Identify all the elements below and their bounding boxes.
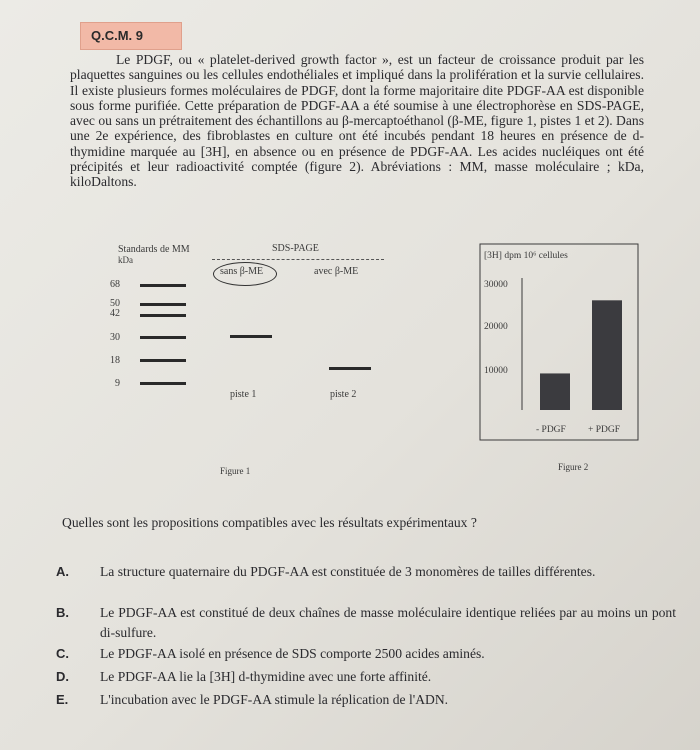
option-c-letter: C. — [56, 646, 69, 661]
lane2-name: piste 2 — [330, 389, 357, 400]
tick-label-10000: 10000 — [484, 366, 508, 376]
bar-plus-pdgf — [592, 300, 622, 410]
sds-page-label: SDS-PAGE — [272, 243, 319, 254]
standards-label: Standards de MM — [118, 244, 190, 255]
marker-label-30: 30 — [110, 332, 120, 343]
option-b-letter: B. — [56, 605, 69, 620]
figure-2-caption: Figure 2 — [558, 462, 589, 472]
lane2-band — [329, 367, 371, 370]
lane1-header: sans β-ME — [220, 266, 264, 277]
tick-label-30000: 30000 — [484, 280, 508, 290]
category-label-minus-pdgf: - PDGF — [536, 425, 566, 435]
marker-label-50: 50 — [110, 298, 120, 309]
sds-page-divider — [212, 259, 384, 260]
option-e-text: L'incubation avec le PDGF-AA stimule la réplication de l'ADN. — [100, 692, 449, 707]
lane1-name: piste 1 — [230, 389, 257, 400]
option-b-text: Le PDGF-AA est constitué de deux chaînes de masse moléculaire identique reliées par au moins un pont di-sulfure. — [100, 605, 676, 640]
chart-ylabel: [3H] dpm 10⁶ cellules — [484, 251, 568, 261]
lane2-header: avec β-ME — [314, 266, 359, 277]
category-label-plus-pdgf: + PDGF — [588, 425, 621, 435]
figure-1-caption: Figure 1 — [220, 466, 251, 476]
question-text: Quelles sont les propositions compatibles avec les résultats expérimentaux ? — [62, 515, 477, 530]
intro-paragraph: Le PDGF, ou « platelet-derived growth factor », est un facteur de croissance produit par les plaquettes sanguines ou les cellules endothéliales et impliqué dans la prolifération et la survie cellulaires. Il existe plusieurs formes moléculaires de PDGF, dont la forme majoritaire dite PDGF-AA est disponible sous forme purifiée. Cette préparation de PDGF-AA a été soumise à une électrophorèse en SDS-PAGE, avec ou sans un prétraitement des échantillons au β-mercaptoéthanol (β-ME, figure 1, pistes 1 et 2). Dans une 2e expérience, des fibroblastes en culture ont été incubés pendant 18 heures en présence de d-thymidine marquée au [3H], en absence ou en présence de PDGF-AA. Les acides nucléiques ont été précipités et leur radioactivité comptée (figure 2). Abréviations : MM, masse moléculaire ; kDa, kiloDaltons. — [70, 52, 644, 190]
option-a-text: La structure quaternaire du PDGF-AA est constituée de 3 monomères de tailles différentes. — [100, 564, 596, 579]
marker-band-9 — [140, 382, 186, 385]
qcm-header — [80, 22, 182, 50]
marker-label-42: 42 — [110, 308, 120, 319]
marker-band-18 — [140, 359, 186, 362]
marker-label-9: 9 — [115, 378, 120, 389]
option-c-text: Le PDGF-AA isolé en présence de SDS comporte 2500 acides aminés. — [100, 646, 485, 661]
marker-band-50 — [140, 303, 186, 306]
marker-label-68: 68 — [110, 279, 120, 290]
lane1-band — [230, 335, 272, 338]
option-d-text: Le PDGF-AA lie la [3H] d-thymidine avec une forte affinité. — [100, 669, 432, 684]
qcm-number: Q.C.M. 9 — [91, 28, 144, 43]
marker-band-30 — [140, 336, 186, 339]
marker-band-42 — [140, 314, 186, 317]
option-a-letter: A. — [56, 564, 69, 579]
bar-minus-pdgf — [540, 373, 570, 410]
figure-2-chart — [474, 240, 644, 445]
marker-band-68 — [140, 284, 186, 287]
option-e-letter: E. — [56, 692, 69, 707]
kda-unit-label: kDa — [118, 255, 133, 265]
option-d-letter: D. — [56, 669, 69, 684]
tick-label-20000: 20000 — [484, 322, 508, 332]
marker-label-18: 18 — [110, 355, 120, 366]
